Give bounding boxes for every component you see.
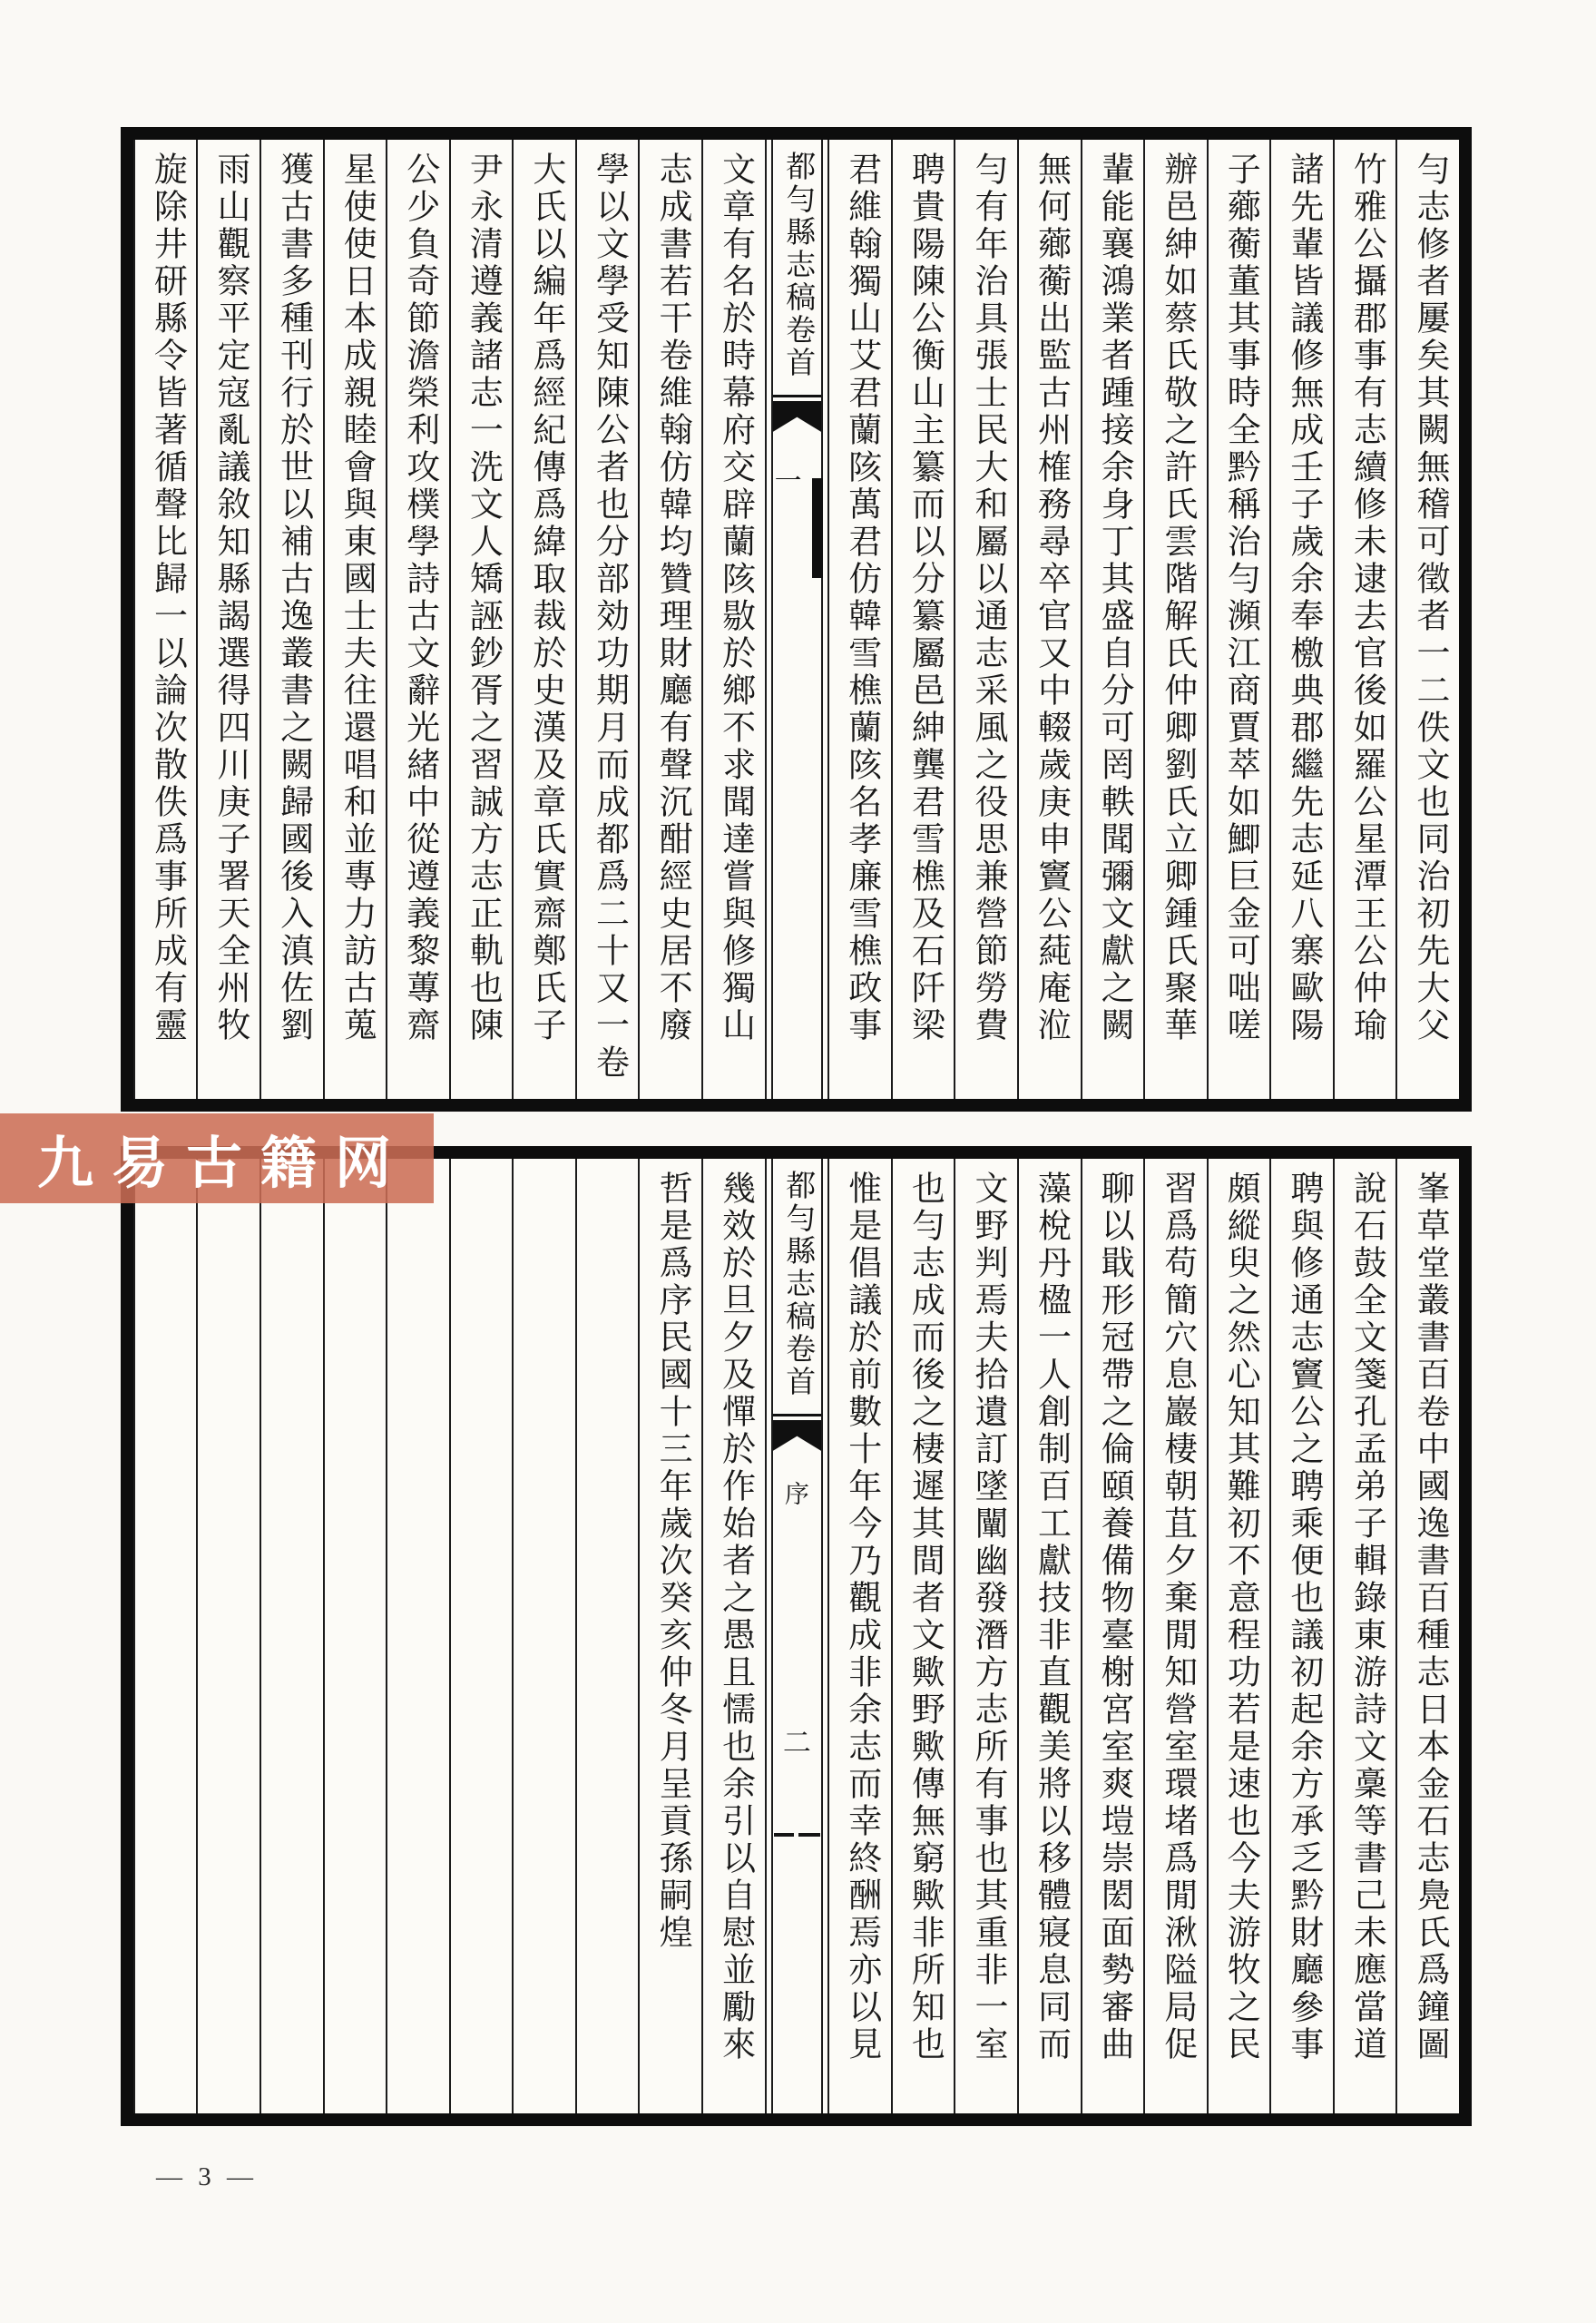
text-column: 君維翰獨山艾君蘭陔萬君仿韓雪樵蘭陔名孝廉雪樵政事 xyxy=(827,140,891,1099)
text-column: 惟是倡議於前數十年今乃觀成非余志而幸終酬焉亦以見 xyxy=(827,1159,891,2113)
text-column: 勻有年治具張士民大和屬以通志采風之役思兼營節勞費 xyxy=(954,140,1017,1099)
watermark xyxy=(0,1113,434,1203)
banxin-column xyxy=(765,1159,828,2113)
text-column: 旋除井研縣令皆著循聲比歸一以論次散佚爲事所成有靈 xyxy=(133,140,197,1099)
folio-label: 一 xyxy=(774,466,802,496)
text-column: 藻梲丹楹一人創制百工獻技非直觀美將以移體寢息同而 xyxy=(1017,1159,1081,2113)
section-label: 序 xyxy=(784,1481,809,1508)
text-column: 聘貴陽陳公衡山主纂而以分纂屬邑紳龔君雪樵及石阡梁 xyxy=(891,140,955,1099)
text-column: 獲古書多種刊行於世以補古逸叢書之闕歸國後入滇佐劉 xyxy=(259,140,323,1099)
text-column: 志成書若干卷維翰仿韓均贊理財廳有聲沉酣經史居不廢 xyxy=(638,140,701,1099)
banxin-title: 都勻縣志稿卷首 xyxy=(781,151,815,379)
text-column: 無何薌蘅出監古州榷務尋卒官又中輟歲庚申竇公蒓庵涖 xyxy=(1017,140,1081,1099)
fishtail-icon xyxy=(773,401,822,432)
banxin-title: 都勻縣志稿卷首 xyxy=(781,1170,815,1398)
text-column xyxy=(133,1159,197,2113)
top-page-block xyxy=(121,127,1472,1112)
text-column: 雨山觀察平定寇亂議敘知縣謁選得四川庚子署天全州牧 xyxy=(196,140,259,1099)
text-column xyxy=(386,1159,449,2113)
text-column: 幾效於旦夕及憚於作始者之愚且懦也余引以自慰並勵來 xyxy=(701,1159,765,2113)
text-column: 文章有名於時幕府交辟蘭陔敭於鄉不求聞達嘗與修獨山 xyxy=(701,140,765,1099)
text-column: 諸先輩皆議修無成壬子歲余奉檄典郡繼先志延八寨歐陽 xyxy=(1269,140,1333,1099)
fishtail-rule xyxy=(773,395,822,397)
text-column: 說石鼓全文箋孔孟弟子輯錄東游詩文稾等書己未應當道 xyxy=(1333,1159,1396,2113)
bottom-page-columns xyxy=(133,1159,1459,2113)
text-column xyxy=(323,1159,387,2113)
text-column xyxy=(512,1159,575,2113)
text-column: 學以文學受知陳公者也分部効功期月而成都爲二十又一卷 xyxy=(575,140,639,1099)
text-column: 文野判焉夫拾遺訂墜闡幽發潛方志所有事也其重非一室 xyxy=(954,1159,1017,2113)
text-column: 子薌蘅董其事時全黔稱治勻瀕江商賈萃如鯽巨金可咄嗟 xyxy=(1207,140,1270,1099)
text-column: 頗縱臾之然心知其難初不意程功若是速也今夫游牧之民 xyxy=(1207,1159,1270,2113)
text-column xyxy=(449,1159,513,2113)
banxin-bar xyxy=(812,478,823,578)
text-column: 竹雅公攝郡事有志續修未逮去官後如羅公星潭王公仲瑜 xyxy=(1333,140,1396,1099)
text-column: 尹永清遵義諸志一洗文人矯誣鈔胥之習誠方志正軌也陳 xyxy=(449,140,513,1099)
folio-ticks xyxy=(773,1833,822,1837)
text-column: 聘與修通志竇公之聘乘便也議初起余方承乏黔財廳參事 xyxy=(1269,1159,1333,2113)
text-column: 星使使日本成親睦會與東國士夫往還唱和並專力訪古蒐 xyxy=(323,140,387,1099)
page-number: — 3 — xyxy=(156,2162,258,2191)
text-column: 勻志修者屢矣其闕無稽可徵者一二佚文也同治初先大父 xyxy=(1395,140,1459,1099)
fishtail-rule xyxy=(773,1414,822,1416)
banxin-column xyxy=(765,140,828,1099)
top-page-columns xyxy=(133,140,1459,1099)
banxin-core xyxy=(771,1159,824,2113)
bottom-page-block xyxy=(121,1146,1472,2126)
fishtail-icon xyxy=(773,1420,822,1451)
text-column: 哲是爲序民國十三年歲次癸亥仲冬月呈貢孫嗣煌 xyxy=(638,1159,701,2113)
text-column: 峯草堂叢書百卷中國逸書百種志日本金石志鳧氏爲鐘圖 xyxy=(1395,1159,1459,2113)
text-column xyxy=(196,1159,259,2113)
text-column: 聊以戢形冠帶之倫頤養備物臺榭宮室爽塏崇閎面勢審曲 xyxy=(1081,1159,1144,2113)
text-column: 大氏以編年爲經紀傳爲緯取裁於史漢及章氏實齋鄭氏子 xyxy=(512,140,575,1099)
folio-label: 二 xyxy=(782,1727,811,1759)
text-column: 辦邑紳如蔡氏敬之許氏雲階解氏仲卿劉氏立卿鍾氏聚華 xyxy=(1143,140,1207,1099)
text-column: 習爲苟簡穴息巖棲朝苴夕棄閒知營室環堵爲閒湫隘局促 xyxy=(1143,1159,1207,2113)
text-column: 輩能襄鴻業者踵接余身丁其盛自分可罔軼聞彌文獻之闕 xyxy=(1081,140,1144,1099)
text-column xyxy=(259,1159,323,2113)
text-column xyxy=(575,1159,639,2113)
watermark-text: 九易古籍网 xyxy=(36,1132,409,1195)
text-column: 公少負奇節澹榮利攻樸學詩古文辭光緒中從遵義黎蓴齋 xyxy=(386,140,449,1099)
text-column: 也勻志成而後之棲遲其間者文歟野歟傳無窮歟非所知也 xyxy=(891,1159,955,2113)
banxin-core xyxy=(771,140,824,1099)
